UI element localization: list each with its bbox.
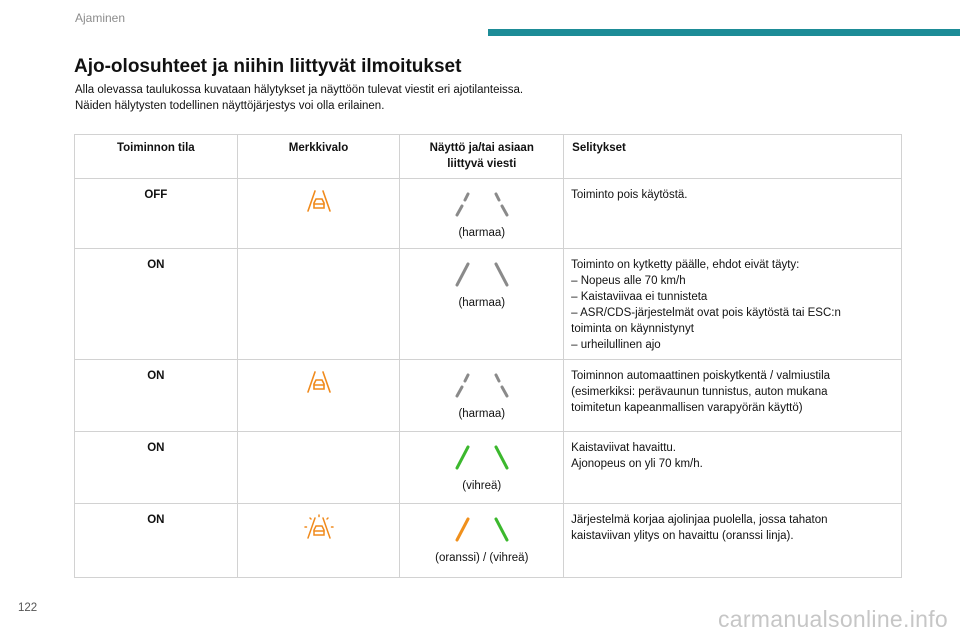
display-caption: (harmaa) [458, 227, 506, 239]
lamp-cell [237, 504, 400, 578]
explanation-line: Toiminnon automaattinen poiskytkentä / valmiustila [571, 370, 831, 382]
intro-line: Näiden hälytysten todellinen näyttöjärjestys voi olla erilainen. [75, 99, 385, 112]
header-state: Toiminnon tila [75, 135, 238, 179]
display-caption: (oranssi) / (vihreä) [435, 552, 529, 564]
table-row [75, 432, 902, 504]
state-cell: ON [75, 360, 238, 432]
header-accent-bar [488, 29, 960, 36]
display-cell [400, 249, 564, 360]
explanation-cell [564, 432, 902, 504]
lane-keep-warning-flashing-icon [304, 514, 334, 542]
display-cell [400, 504, 564, 578]
alerts-table [74, 134, 902, 578]
table-header-row [75, 135, 902, 179]
lane-keep-warning-icon [306, 370, 332, 394]
state-cell: ON [75, 504, 238, 578]
display-cell [400, 432, 564, 504]
explanation-line: – Kaistaviivaa ei tunnisteta [571, 291, 708, 303]
display-caption: (vihreä) [462, 480, 502, 492]
state-cell: OFF [75, 179, 238, 249]
explanation-line: Toiminto on kytketty päälle, ehdot eivät täyty: [571, 259, 800, 271]
explanation-line: (esimerkiksi: perävaunun tunnistus, auton mukana [571, 386, 828, 398]
table-row [75, 249, 902, 360]
display-cell [400, 360, 564, 432]
explanation-cell [564, 360, 902, 432]
explanation-line: kaistaviivan ylitys on havaittu (oranssi linja). [571, 530, 794, 542]
explanation-cell [564, 179, 902, 249]
explanation-line: toimitetun kapeanmallisen varapyörän käyttö) [571, 402, 803, 414]
explanation-line: – urheilullinen ajo [571, 339, 661, 351]
explanation-line: Toiminto pois käytöstä. [571, 189, 688, 201]
lamp-cell [237, 249, 400, 360]
explanation-line: Ajonopeus on yli 70 km/h. [571, 458, 703, 470]
lamp-cell [237, 179, 400, 249]
state-cell: ON [75, 432, 238, 504]
state-cell: ON [75, 249, 238, 360]
header-display-label: Näyttö ja/tai asiaan liittyvä viesti [429, 142, 534, 170]
lane-lines-solid-grey-icon [452, 261, 512, 291]
watermark: carmanualsonline.info [717, 606, 948, 632]
explanation-line: – Nopeus alle 70 km/h [571, 275, 686, 287]
display-cell [400, 179, 564, 249]
explanation-line: – ASR/CDS-järjestelmät ovat pois käytöstä tai ESC:n [571, 307, 841, 319]
table-row [75, 504, 902, 578]
lamp-cell [237, 360, 400, 432]
lane-lines-dashed-grey-icon [452, 191, 512, 221]
lane-lines-green-icon [452, 444, 512, 474]
display-caption: (harmaa) [458, 408, 506, 420]
explanation-cell [564, 504, 902, 578]
intro-text [75, 83, 523, 114]
section-label: Ajaminen [75, 11, 126, 25]
lane-keep-warning-icon [306, 189, 332, 213]
page-number: 122 [18, 602, 38, 614]
lamp-cell [237, 432, 400, 504]
explanation-line: Järjestelmä korjaa ajolinjaa puolella, jossa tahaton [571, 514, 828, 526]
lane-lines-dashed-grey-icon [452, 372, 512, 402]
display-caption: (harmaa) [458, 297, 506, 309]
page-title: Ajo-olosuhteet ja niihin liittyvät ilmoitukset [74, 56, 462, 77]
explanation-cell [564, 249, 902, 360]
header-display [400, 135, 564, 179]
table-row [75, 360, 902, 432]
lane-lines-orange-green-icon [452, 516, 512, 546]
explanation-line: toiminta on käynnistynyt [571, 323, 694, 335]
intro-line: Alla olevassa taulukossa kuvataan hälytykset ja näyttöön tulevat viestit eri ajotilanteissa. [75, 84, 524, 96]
header-explanation: Selitykset [564, 135, 902, 179]
explanation-line: Kaistaviivat havaittu. [571, 442, 676, 454]
header-lamp: Merkkivalo [237, 135, 400, 179]
table-row [75, 179, 902, 249]
